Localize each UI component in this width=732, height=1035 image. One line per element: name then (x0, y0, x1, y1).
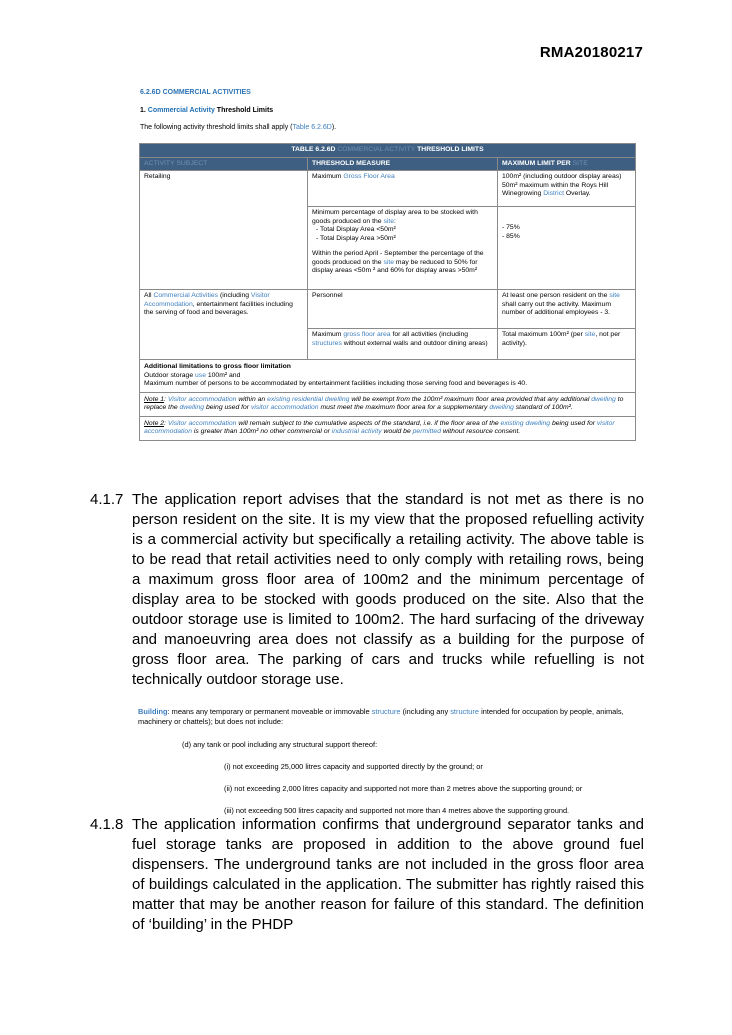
table-row (140, 416, 636, 440)
outdoor-storage-text: Outdoor storage (144, 371, 194, 379)
note-2-text: without resource consent. (442, 428, 521, 436)
including-text: (including (219, 292, 250, 300)
note-2-text: being used for (551, 419, 596, 427)
document-reference: RMA20180217 (539, 44, 643, 61)
table-row (140, 171, 636, 207)
definition-text: (including any (402, 707, 449, 716)
note-2-text: is greater than 100m² no other commercial or (193, 428, 330, 436)
personnel-limit-end: shall carry out the activity. Maximum number of additional employees - 3. (502, 300, 612, 317)
note-2-label: Note 2 (144, 419, 165, 427)
note-1-text: being used for (205, 404, 250, 412)
display-area-small: - Total Display Area <50m² (316, 226, 396, 234)
definition-text: intended for occupation by people, animals, machinery or chattels); but does not include: (138, 707, 624, 726)
visitor-accommodation-link[interactable]: visitor accommodation (250, 404, 319, 412)
structure-link[interactable]: structure (371, 707, 401, 716)
all-text: All (144, 292, 152, 300)
total-limit-text: Total maximum 100m² (per (502, 331, 583, 339)
existing-dwelling-link[interactable]: existing residential dwelling (267, 395, 350, 403)
exclusion-item-iii: (iii) not exceeding 500 litres capacity and supported not more than 4 metres above the supporting ground. (224, 806, 570, 815)
building-definition (138, 707, 638, 816)
commercial-activities-link[interactable]: Commercial Activities (153, 292, 219, 300)
display-area-large: - Total Display Area >50m² (316, 234, 396, 242)
gfa-limit-line2 (502, 182, 631, 199)
structures-link[interactable]: structures (312, 339, 342, 347)
total-gfa-text: Maximum (312, 331, 342, 339)
commercial-activity-link[interactable]: Commercial Activity (147, 106, 215, 114)
additional-heading: Additional limitations to gross floor limitation (144, 363, 291, 371)
intro-start: The following activity threshold limits shall apply ( (140, 123, 293, 131)
caption-left: TABLE 6.2.6D (291, 146, 336, 154)
building-definition-text (138, 707, 638, 727)
exclusion-item-ii: (ii) not exceeding 2,000 litres capacity and supported not more than 2 metres above the supporting ground; or (224, 784, 583, 793)
table-row (140, 290, 636, 329)
note-1-cell: Note 1: Visitor accommodation within an existing residential dwelling will be exempt from the 100m² maximum floor area provided that any additional dwelling to replace the dwelling being used for visitor accommodation must meet the maximum floor area for a supplementary dwelling standard of 100m². (140, 392, 636, 416)
embedded-plan-extract (139, 89, 636, 441)
max-persons-line: Maximum number of persons to be accommodated by entertainment facilities including those serving food and beverages is 40. (144, 380, 528, 388)
gfa-measure-text: Maximum (312, 173, 342, 181)
note-1-label: Note 1 (144, 395, 165, 403)
col1-header (140, 157, 308, 170)
paragraph-number: 4.1.7 (90, 491, 124, 508)
note-1-text: to replace the (144, 395, 624, 412)
note-1-text: will be exempt from the 100m² maximum floor area provided that any additional (351, 395, 590, 403)
total-limit-end: , not per activity). (502, 331, 621, 347)
entertainment-text: , entertainment facilities including the serving of food and beverages. (144, 300, 293, 317)
site-link[interactable]: site (383, 217, 395, 225)
total-gfa-text-end: without external walls and outdoor dining areas) (343, 339, 488, 347)
note-1-text: standard of 100m². (515, 404, 573, 412)
structure-link[interactable]: structure (450, 707, 479, 716)
paragraph-number: 4.1.8 (90, 816, 124, 833)
col3-header-site: SITE (572, 159, 588, 167)
industrial-activity-link[interactable]: industrial activity (331, 428, 382, 436)
visitor-accommodation-link[interactable]: visitor accommodation (144, 419, 615, 436)
site-link[interactable]: site (584, 331, 596, 339)
total-gfa-measure-cell (308, 329, 498, 360)
visitor-accommodation-link[interactable]: Visitor accommodation (167, 395, 237, 403)
district-link[interactable]: District (543, 190, 564, 198)
total-gfa-text-mid: for all activities (including (392, 331, 469, 339)
paragraph-text: The application information confirms that underground separator tanks and fuel storage tanks are proposed in addition to the above ground fuel dispensers. The underground tanks are not included in the gross floor area of buildings calculated in the application. The submitter has rightly raised this matter that may be another reason for failure of this standard. The definition of ‘building’ in the PHDP (132, 816, 644, 933)
gfa-limit-cell (498, 171, 636, 207)
total-gfa-limit-cell (498, 329, 636, 360)
note-1-text: must meet the maximum floor area for a supplementary (320, 404, 488, 412)
display-measure-cell: Minimum percentage of display area to be stocked with goods produced on the site: - Total Display Area <50m² - Total Display Area >50m² Within the period April - September the percentage of the goods produced on the site may be reduced to 50% for display areas <50m ² and 60% for display areas >50m² (308, 207, 498, 290)
gfa-limit-line1: 100m² (including outdoor display areas) (502, 173, 622, 181)
note-1-text: within an (238, 395, 266, 403)
col3-header-text: MAXIMUM LIMIT PER (502, 159, 571, 167)
gfa-measure-cell (308, 171, 498, 207)
table-header-row (140, 157, 636, 170)
exclusion-item-d: (d) any tank or pool including any structural support thereof: (182, 740, 378, 749)
limit-85: - 85% (502, 232, 520, 240)
gross-floor-area-link[interactable]: Gross Floor Area (343, 173, 395, 181)
outdoor-storage-line (144, 372, 631, 380)
note-2-text: would be (383, 428, 411, 436)
use-link[interactable]: use (195, 371, 206, 379)
permitted-link[interactable]: permitted (412, 428, 441, 436)
caption-faint: COMMERCIAL ACTIVITY (337, 146, 416, 154)
table-row (140, 392, 636, 416)
gross-floor-area-link[interactable]: gross floor area (343, 331, 391, 339)
additional-limitations-cell (140, 360, 636, 392)
site-link[interactable]: site (609, 292, 620, 300)
sub-title-suffix: Threshold Limits (216, 106, 274, 114)
gfa-limit-end: Overlay. (565, 190, 591, 198)
section-title: 6.2.6D COMMERCIAL ACTIVITIES (140, 89, 251, 96)
col2-header: THRESHOLD MEASURE (308, 157, 498, 170)
gfa-limit-text: 50m² maximum within the Roys Hill Winegrowing (502, 181, 609, 198)
col1-header-text: ACTIVITY SUBJECT (144, 159, 208, 167)
limit-75: - 75% (502, 224, 520, 232)
personnel-cell: Personnel (308, 290, 498, 329)
table-caption-row (140, 144, 636, 157)
caption-right: THRESHOLD LIMITS (417, 146, 484, 154)
table-row (140, 360, 636, 392)
intro-text (140, 124, 636, 133)
personnel-limit-cell (498, 290, 636, 329)
dwelling-link[interactable]: dwelling (179, 404, 205, 412)
col3-header (498, 157, 636, 170)
dwelling-link[interactable]: dwelling (489, 404, 514, 412)
definition-text: : means any temporary or permanent moveable or immovable (167, 707, 370, 716)
paragraph-4-1-7 (90, 490, 644, 690)
note-2-text: will remain subject to the cumulative aspects of the standard, i.e. if the floor area of the (238, 419, 499, 427)
personnel-limit-text: At least one person resident on the (502, 292, 608, 300)
display-limit-cell (498, 207, 636, 290)
sub-title (140, 107, 636, 116)
outdoor-storage-end: 100m² and (207, 371, 241, 379)
table-link[interactable]: Table 6.2.6D (292, 123, 332, 131)
visitor-accommodation-link[interactable]: Visitor Accommodation (144, 292, 270, 308)
visitor-accommodation-link[interactable]: Visitor accommodation (167, 419, 237, 427)
paragraph-text: The application report advises that the standard is not met as there is no person resident on the site. It is my view that the proposed refuelling activity is a commercial activity but specifically a retailing activity. The above table is to be read that retail activities need to only comply with retailing rows, being a maximum gross floor area of 100m2 and the minimum percentage of display area to be stocked with goods produced on the site. Also that the outdoor storage use is limited to 100m2. The hard surfacing of the driveway and manoeuvring area does not classify as a building for the purpose of gross floor area. The parking of cars and trucks while refuelling is not technically outdoor storage use. (132, 491, 644, 688)
building-term[interactable]: Building (138, 707, 168, 716)
display-measure-text: Minimum percentage of display area to be stocked with goods produced on the (312, 209, 478, 225)
existing-dwelling-link[interactable]: existing dwelling (500, 419, 551, 427)
period-text: Within the period April - September the percentage of the goods produced on the (312, 250, 484, 266)
intro-end: ). (331, 123, 337, 131)
paragraph-4-1-8 (90, 815, 644, 935)
site-link[interactable]: site (383, 258, 395, 266)
note-2-cell: Note 2: Visitor accommodation will remain subject to the cumulative aspects of the standard, i.e. if the floor area of the existing dwelling being used for visitor accommodation is greater than 100m² no other commercial or industrial activity would be permitted without resource consent. (140, 416, 636, 440)
period-text-end: may be reduced to 50% for display areas <50m ² and 60% for display areas >50m² (312, 258, 478, 275)
table-caption (140, 144, 636, 157)
exclusion-item-i: (i) not exceeding 25,000 litres capacity and supported directly by the ground; or (224, 762, 483, 771)
dwelling-link[interactable]: dwelling (591, 395, 616, 403)
commercial-activities-cell (140, 290, 308, 360)
threshold-limits-table (139, 143, 636, 440)
sub-title-number: 1. (140, 106, 146, 114)
retailing-cell: Retailing (140, 171, 308, 290)
